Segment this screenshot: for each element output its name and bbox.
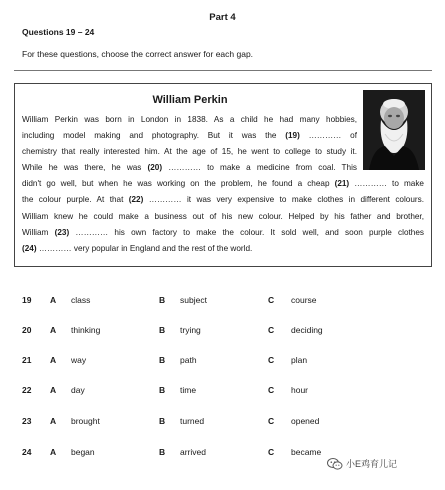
option-c[interactable]: hour — [291, 385, 309, 395]
option-letter-b: B — [159, 416, 166, 426]
answer-row — [0, 295, 445, 311]
passage-text-segment: William — [22, 227, 55, 237]
option-letter-b: B — [159, 385, 166, 395]
passage-text-segment: ………… to make a medicine from coal. This — [162, 163, 357, 173]
option-letter-c: C — [268, 355, 275, 365]
option-letter-b: B — [159, 447, 166, 457]
option-b[interactable]: arrived — [180, 447, 206, 457]
answer-row — [0, 416, 445, 432]
option-letter-b: B — [159, 355, 166, 365]
question-number: 24 — [22, 447, 32, 457]
option-c[interactable]: opened — [291, 416, 320, 426]
passage-line — [22, 192, 424, 208]
option-c[interactable]: deciding — [291, 325, 323, 335]
option-letter-c: C — [268, 416, 275, 426]
passage-text-segment: ………… very popular in England and the rest of the world. — [36, 243, 253, 253]
option-letter-b: B — [159, 325, 166, 335]
watermark — [327, 457, 397, 472]
question-number: 23 — [22, 416, 32, 426]
option-a[interactable]: began — [71, 447, 95, 457]
question-number: 20 — [22, 325, 32, 335]
option-b[interactable]: path — [180, 355, 197, 365]
option-letter-a: A — [50, 385, 57, 395]
option-c[interactable]: became — [291, 447, 322, 457]
divider — [14, 70, 432, 71]
passage-text-segment: While he was there, he was — [22, 163, 148, 173]
passage-text-segment: chemistry that really interested him. At the age of 15, he went to college to study it. — [22, 147, 357, 157]
instructions: For these questions, choose the correct answer for each gap. — [22, 49, 254, 59]
option-b[interactable]: turned — [180, 416, 205, 426]
gap-number: (20) — [147, 163, 163, 173]
passage-line — [22, 160, 357, 176]
passage-text-segment: including model making and photography. But it was the — [22, 131, 286, 141]
option-letter-b: B — [159, 295, 166, 305]
passage-text-segment: didn't go well, but when he was working on the problem, he found a cheap — [22, 179, 335, 189]
option-a[interactable]: class — [71, 295, 91, 305]
wechat-official-account-icon — [327, 458, 343, 472]
gap-number: (21) — [334, 179, 350, 189]
answer-row — [0, 385, 445, 401]
option-a[interactable]: brought — [71, 416, 100, 426]
passage-line — [22, 176, 424, 192]
option-c[interactable]: plan — [291, 355, 308, 365]
gap-number: (19) — [285, 131, 300, 141]
option-a[interactable]: day — [71, 385, 85, 395]
question-number: 19 — [22, 295, 32, 305]
option-letter-a: A — [50, 325, 57, 335]
passage-text — [22, 112, 424, 257]
option-c[interactable]: course — [291, 295, 317, 305]
passage-text-segment: ………… it was very expensive to make clothes in different colours. — [143, 195, 424, 205]
option-b[interactable]: trying — [180, 325, 201, 335]
passage-text-segment: William knew he could make a business out of his new colour. Helped by his father and brother, — [22, 211, 424, 221]
watermark-text: 小E鸡育儿记 — [346, 459, 398, 469]
passage-line — [22, 241, 424, 257]
option-letter-a: A — [50, 295, 57, 305]
passage-text-segment: the colour purple. At that — [22, 195, 129, 205]
passage-text-segment: William Perkin was born in London in 1838. As a child he had many hobbies, — [22, 115, 357, 124]
option-a[interactable]: way — [71, 355, 87, 365]
passage-text-segment: ………… to make — [349, 179, 424, 189]
option-b[interactable]: time — [180, 385, 197, 395]
option-letter-c: C — [268, 325, 275, 335]
gap-number: (23) — [54, 227, 70, 237]
option-letter-c: C — [268, 295, 275, 305]
option-b[interactable]: subject — [180, 295, 207, 305]
passage-line — [22, 112, 357, 128]
part-title: Part 4 — [209, 12, 236, 23]
question-number: 22 — [22, 385, 32, 395]
option-letter-c: C — [268, 447, 275, 457]
question-number: 21 — [22, 355, 32, 365]
option-letter-a: A — [50, 416, 57, 426]
gap-number: (22) — [128, 195, 144, 205]
answer-row — [0, 325, 445, 341]
passage-line — [22, 209, 424, 225]
passage-title: William Perkin — [152, 94, 228, 106]
passage-line — [22, 128, 357, 144]
option-letter-c: C — [268, 385, 275, 395]
option-a[interactable]: thinking — [71, 325, 101, 335]
passage-text-segment: ………… of — [299, 131, 357, 141]
passage-line — [22, 225, 424, 241]
option-letter-a: A — [50, 447, 57, 457]
passage-line — [22, 144, 357, 160]
passage-text-segment: ………… his own factory to make the colour. It sold well, and soon purple clothes — [69, 227, 424, 237]
answer-row — [0, 355, 445, 371]
option-letter-a: A — [50, 355, 57, 365]
gap-number: (24) — [22, 243, 37, 253]
questions-range: Questions 19 – 24 — [22, 27, 95, 37]
